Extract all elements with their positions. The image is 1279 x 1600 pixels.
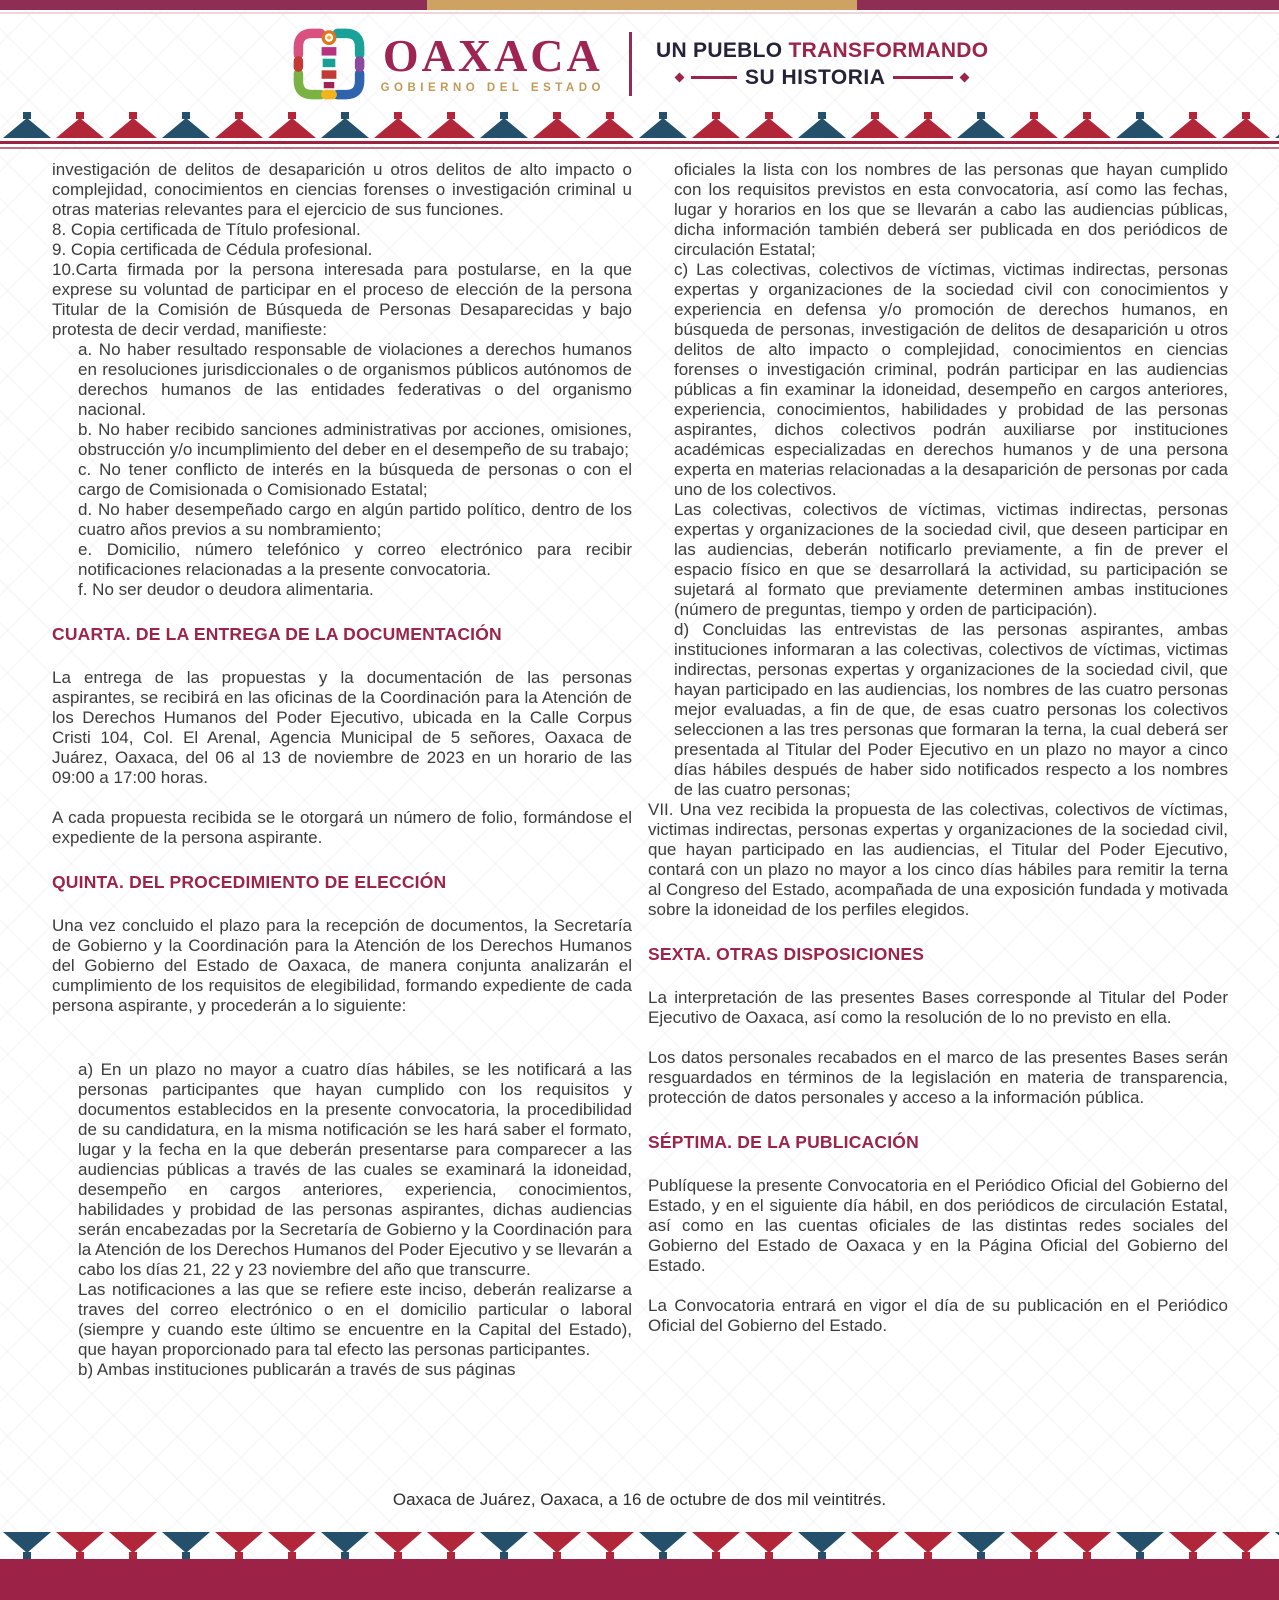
- top-accent-bar: [0, 0, 1279, 10]
- section-heading-sexta: SEXTA. OTRAS DISPOSICIONES: [648, 944, 925, 964]
- top-hairline: [0, 12, 1279, 14]
- section-heading-cuarta: CUARTA. DE LA ENTREGA DE LA DOCUMENTACIÓN: [52, 624, 502, 644]
- slogan-line2-text: SU HISTORIA: [744, 65, 886, 89]
- paragraph: La interpretación de las presentes Bases corresponde al Titular del Poder Ejecutivo de Oaxaca, así como la resolución de lo no previsto en ella.: [648, 988, 1228, 1027]
- logo-subtitle: GOBIERNO DEL ESTADO: [380, 82, 605, 94]
- logo-wordmark: OAXACA: [382, 30, 603, 81]
- rule-line: [893, 76, 953, 79]
- footer-date: Oaxaca de Juárez, Oaxaca, a 16 de octubre de dos mil veintitrés.: [392, 1490, 887, 1509]
- lettered-item: a. No haber resultado responsable de violaciones a derechos humanos en resoluciones jurisdiccionales o de organismos públicos autónomos de derechos humanos de las entidades federativas o del organismo nacional.: [78, 340, 632, 419]
- right-column: [648, 160, 1228, 1336]
- procedure-item-a: a) En un plazo no mayor a cuatro días hábiles, se les notificará a las personas participantes que hayan cumplido con los requisitos y documentos establecidos en la presente convocatoria, la procedibilidad de su candidatura, en la misma notificación se les hará saber el formato, lugar y la fecha en la que deberán presentarse para comparecer a las audiencias públicas a través de las cuales se examinará la idoneidad, desempeño en cargos anteriores, experiencia, conocimientos, habilidades y probidad de las personas aspirantes, dichas audiencias serán encabezadas por la Secretaría de Gobierno y la Coordinación para la Atención de los Derechos Humanos del Poder Ejecutivo y se llevarán a cabo los días 21, 22 y 23 noviembre del año que transcurre.: [78, 1060, 632, 1279]
- procedure-list: [52, 1060, 632, 1380]
- procedure-item-c: c) Las colectivas, colectivos de víctimas, victimas indirectas, personas expertas y organizaciones de la sociedad civil con conocimientos y experiencia en defensa y/o promoción de derechos humanos, en búsqueda de personas, investigación de delitos de desaparición u otros delitos de alto impacto o complejidad, conocimientos en ciencias forenses o investigación criminal, podrán participar en las audiencias públicas a fin examinar la idoneidad, desempeño en cargos anteriores, experiencia, conocimientos, habilidades y probidad de las personas aspirantes, dichos colectivos podrán auxiliarse por instituciones académicas especializadas en derechos humanos y de una persona experta en materias relacionadas a la desaparición de personas por cada uno de los colectivos.: [674, 260, 1228, 499]
- ornament-band-bottom: [0, 1532, 1279, 1560]
- paragraph-intro: investigación de delitos de desaparición u otros delitos de alto impacto o complejidad, conocimientos en ciencias forenses o investigación criminal u otras materias relevantes para el ejercicio de sus funciones.: [52, 160, 632, 219]
- lettered-item: c. No tener conflicto de interés en la búsqueda de personas o con el cargo de Comisionada o Comisionado Estatal;: [78, 460, 632, 499]
- paragraph: La entrega de las propuestas y la documentación de las personas aspirantes, se recibirá en las oficinas de la Coordinación para la Atención de los Derechos Humanos del Poder Ejecutivo, ubicada en la Calle Corpus Cristi 104, Col. El Arenal, Agencia Municipal de 5 señores, Oaxaca de Juárez, Oaxaca, del 06 al 13 de noviembre de 2023 en un horario de las 09:00 a 17:00 horas.: [52, 668, 632, 787]
- paragraph-vii: VII. Una vez recibida la propuesta de las colectivas, colectivos de víctimas, victimas indirectas, personas expertas y organizaciones de la sociedad civil, que hayan participado en las audiencias, el Titular del Poder Ejecutivo, contará con un plazo no mayor a los cinco días hábiles para remitir la terna al Congreso del Estado, acompañada de una exposición fundada y motivada sobre la idoneidad de los perfiles elegidos.: [648, 800, 1228, 919]
- numbered-item: 9. Copia certificada de Cédula profesional.: [52, 240, 373, 259]
- slogan-line1-highlight: TRANSFORMANDO: [788, 38, 989, 62]
- lettered-item: f. No ser deudor o deudora alimentaria.: [78, 580, 374, 599]
- rule-line: [691, 76, 737, 79]
- lettered-list: [52, 340, 632, 600]
- state-logo: [291, 26, 605, 102]
- numbered-item: 8. Copia certificada de Título profesional.: [52, 220, 361, 239]
- slogan-line2: [676, 66, 968, 90]
- diamond-icon: [960, 73, 970, 83]
- logo-text: [380, 30, 605, 94]
- numbered-item: 10.Carta firmada por la persona interesada para postularse, en la que exprese su voluntad de participar en el proceso de elección de la persona Titular de la Comisión de Búsqueda de Personas Desaparecidas y bajo protesta de decir verdad, manifieste:: [52, 260, 632, 339]
- ornament-band-top: [0, 112, 1279, 138]
- ornament-hairline: [0, 147, 1279, 149]
- left-column: [52, 160, 632, 1380]
- paragraph: Las notificaciones a las que se refiere este inciso, deberán realizarse a traves del correo electrónico o en el domicilio particular o laboral (siempre y cuando este último se encuentre en la Capital del Estado), que hayan proporcionado para tal efecto las personas participantes.: [78, 1280, 632, 1359]
- slogan-line1: [656, 39, 988, 63]
- slogan-line1-prefix: UN PUEBLO: [655, 38, 783, 62]
- header-divider: [629, 32, 632, 96]
- paragraph: Los datos personales recabados en el marco de las presentes Bases serán resguardados en términos de la legislación en materia de transparencia, protección de datos personales y acceso a la información pública.: [648, 1048, 1228, 1107]
- paragraph: Publíquese la presente Convocatoria en el Periódico Oficial del Gobierno del Estado, y en el siguiente día hábil, en dos periódicos de circulación Estatal, así como en las cuentas oficiales de las distintas redes sociales del Gobierno del Estado de Oaxaca y en la Página Oficial del Gobierno del Estado.: [648, 1176, 1228, 1275]
- top-accent-gold-segment: [427, 0, 857, 10]
- ornament-hairline: [0, 141, 1279, 144]
- procedure-item-d: d) Concluidas las entrevistas de las personas aspirantes, ambas instituciones informaran a las colectivas, colectivos de víctimas, victimas indirectas, personas expertas y organizaciones de la sociedad civil, que hayan participado en las audiencias, los nombres de las cuatro personas mejor evaluadas, a fin de que, de esas cuatro personas los colectivos seleccionen a las tres personas que formaran la terna, la cual deberá ser presentada al Titular del Poder Ejecutivo en un plazo no mayor a cinco días hábiles después de haber sido notificados respecto a los nombres de las cuatro personas;: [674, 620, 1228, 799]
- procedure-list-continued: [648, 160, 1228, 800]
- lettered-item: b. No haber recibido sanciones administrativas por acciones, omisiones, obstrucción y/o incumplimiento del deber en el desempeño de su trabajo;: [78, 420, 632, 459]
- header: [0, 18, 1279, 110]
- paragraph: oficiales la lista con los nombres de las personas que hayan cumplido con los requisitos previstos en esta convocatoria, así como las fechas, lugar y horarios en los que se llevarán a cabo las audiencias públicas, dicha información también deberá ser publicada en dos periódicos de circulación Estatal;: [674, 160, 1228, 259]
- section-heading-quinta: QUINTA. DEL PROCEDIMIENTO DE ELECCIÓN: [52, 872, 447, 892]
- state-slogan: [656, 39, 988, 90]
- paragraph: La Convocatoria entrará en vigor el día de su publicación en el Periódico Oficial del Gobierno del Estado.: [648, 1296, 1228, 1335]
- lettered-item: e. Domicilio, número telefónico y correo electrónico para recibir notificaciones relacionadas a la presente convocatoria.: [78, 540, 632, 579]
- lettered-item: d. No haber desempeñado cargo en algún partido político, dentro de los cuatro años previos a su nombramiento;: [78, 500, 632, 539]
- bottom-accent-bar: [0, 1559, 1279, 1600]
- diamond-icon: [675, 73, 685, 83]
- section-heading-septima: SÉPTIMA. DE LA PUBLICACIÓN: [648, 1132, 919, 1152]
- procedure-item-b: b) Ambas instituciones publicarán a través de sus páginas: [78, 1360, 516, 1379]
- paragraph: Una vez concluido el plazo para la recepción de documentos, la Secretaría de Gobierno y la Coordinación para la Atención de los Derechos Humanos del Gobierno del Estado de Oaxaca, de manera conjunta analizarán el cumplimiento de los requisitos de elegibilidad, formando expediente de cada persona aspirante, y procederán a lo siguiente:: [52, 916, 632, 1015]
- paragraph: A cada propuesta recibida se le otorgará un número de folio, formándose el expediente de la persona aspirante.: [52, 808, 632, 847]
- oaxaca-emblem-icon: [291, 26, 367, 102]
- paragraph: Las colectivas, colectivos de víctimas, victimas indirectas, personas expertas y organizaciones de la sociedad civil, que deseen participar en las audiencias, deberán notificarlo previamente, a fin de prever el espacio físico en que se desarrollará la actividad, su participación se sujetará al formato que previamente determinen ambas instituciones (número de preguntas, tiempo y orden de participación).: [674, 500, 1228, 619]
